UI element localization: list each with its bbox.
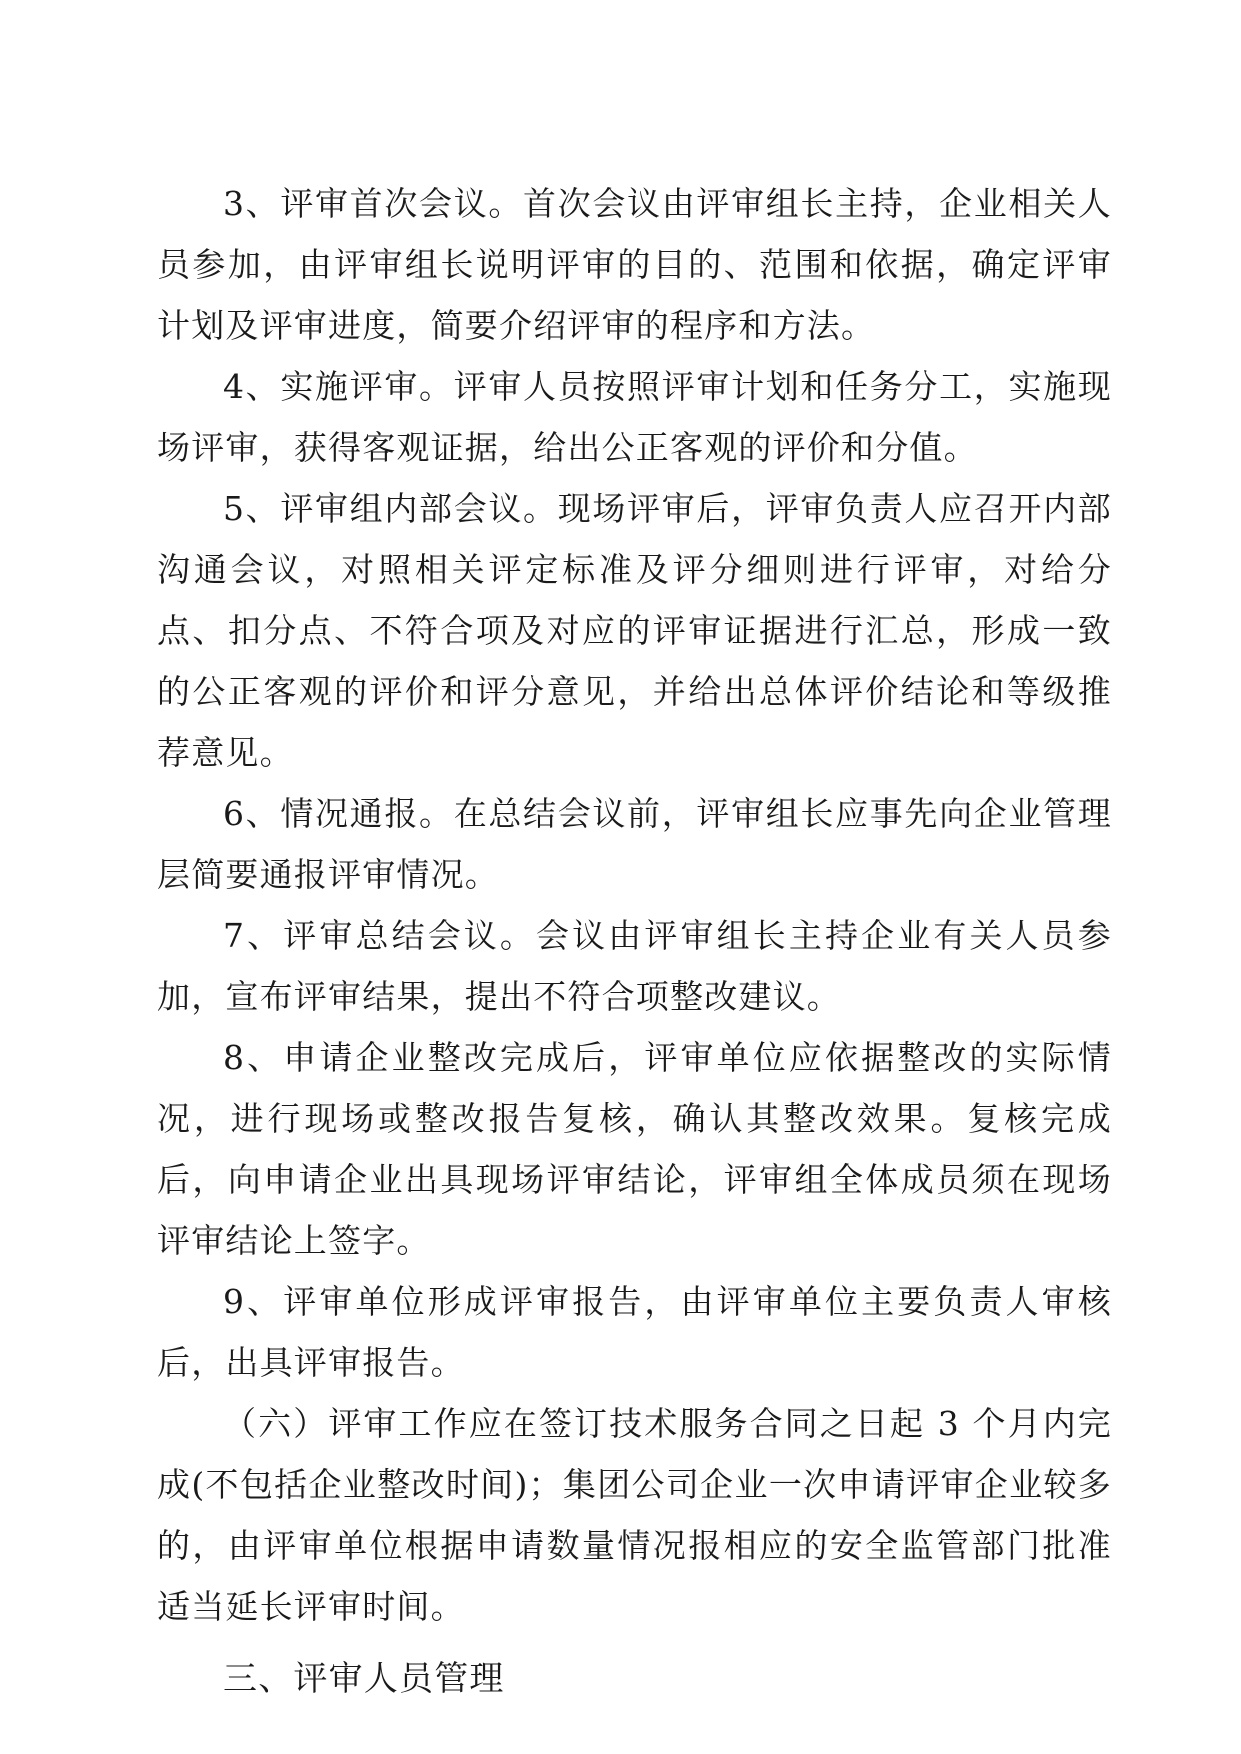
paragraph-summary-meeting: 7、评审总结会议。会议由评审组长主持企业有关人员参加，宣布评审结果，提出不符合项整改建议。 [157, 916, 1112, 1016]
paragraph-opening-meeting: 3、评审首次会议。首次会议由评审组长主持，企业相关人员参加，由评审组长说明评审的目的、范围和依据，确定评审计划及评审进度，简要介绍评审的程序和方法。 [157, 184, 1112, 345]
paragraph-situation-briefing: 6、情况通报。在总结会议前，评审组长应事先向企业管理层简要通报评审情况。 [157, 794, 1112, 894]
paragraph-implement-review: 4、实施评审。评审人员按照评审计划和任务分工，实施现场评审，获得客观证据，给出公正客观的评价和分值。 [157, 367, 1112, 467]
paragraph-internal-meeting: 5、评审组内部会议。现场评审后，评审负责人应召开内部沟通会议，对照相关评定标准及评分细则进行评审，对给分点、扣分点、不符合项及对应的评审证据进行汇总，形成一致的公正客观的评价和评分意见，并给出总体评价结论和等级推荐意见。 [157, 489, 1112, 772]
section-heading: 三、评审人员管理 [223, 1659, 505, 1699]
paragraph-rectification-review: 8、申请企业整改完成后，评审单位应依据整改的实际情况，进行现场或整改报告复核，确认其整改效果。复核完成后，向申请企业出具现场评审结论，评审组全体成员须在现场评审结论上签字。 [157, 1038, 1112, 1260]
document-body [157, 173, 1112, 1710]
paragraph-review-timeline: （六）评审工作应在签订技术服务合同之日起 3 个月内完成(不包括企业整改时间)；集团公司企业一次申请评审企业较多的，由评审单位根据申请数量情况报相应的安全监管部门批准适当延长评审时间。 [157, 1404, 1112, 1626]
paragraph-review-report: 9、评审单位形成评审报告，由评审单位主要负责人审核后，出具评审报告。 [157, 1282, 1112, 1382]
